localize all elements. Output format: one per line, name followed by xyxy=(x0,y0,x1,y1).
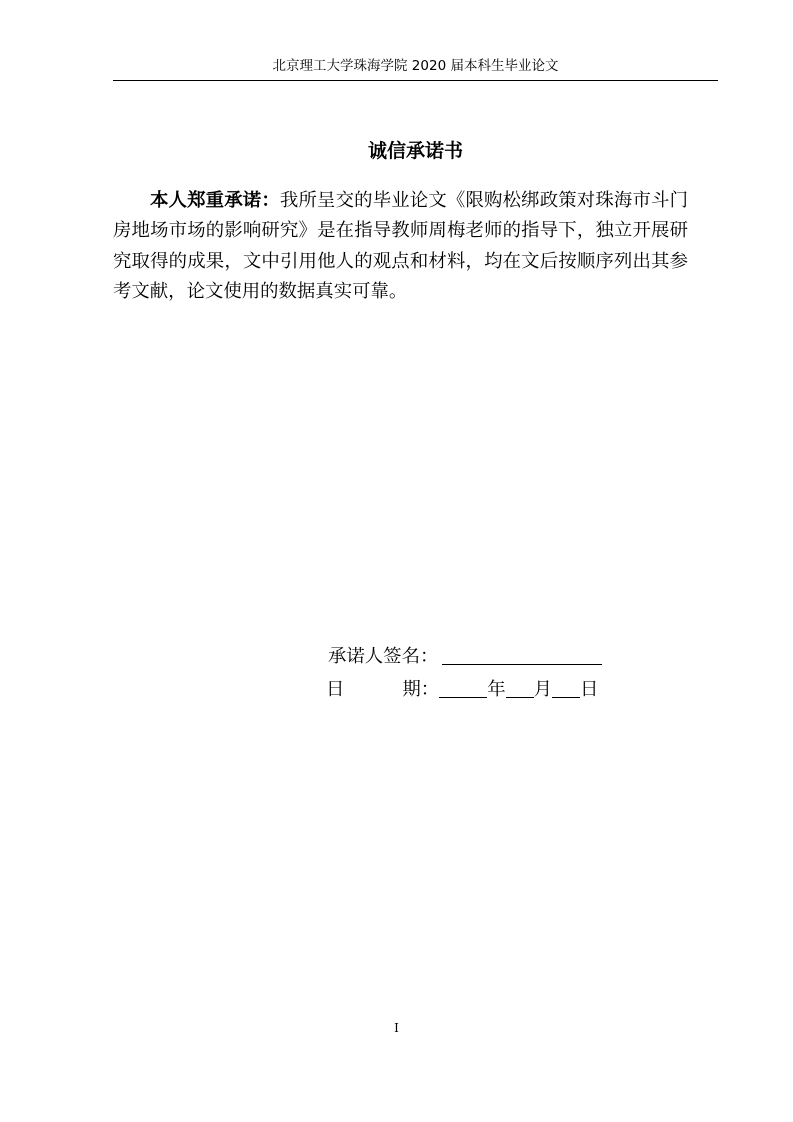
signature-row xyxy=(328,645,602,669)
page-header: 北京理工大学珠海学院 2020 届本科生毕业论文 xyxy=(272,58,559,74)
date-label-char-1: 日 xyxy=(326,679,345,700)
pledge-body: 我所呈交的毕业论文《限购松绑政策对珠海市斗门房地场市场的影响研究》是在指导教师周梅老师的指导下，独立开展研究取得的成果，文中引用他人的观点和材料，均在文后按顺序列出其参考文献，论文使用的数据真实可靠。 xyxy=(113,190,688,302)
date-label-char-2: 期： xyxy=(402,679,440,700)
day-line[interactable] xyxy=(552,679,580,698)
page-number: I xyxy=(394,1021,399,1035)
signature-label: 承诺人签名： xyxy=(328,646,439,667)
date-row xyxy=(326,678,598,702)
year-line[interactable] xyxy=(439,679,487,698)
signature-line[interactable] xyxy=(442,646,602,665)
day-label: 日 xyxy=(580,679,599,700)
month-line[interactable] xyxy=(506,679,534,698)
document-title: 诚信承诺书 xyxy=(367,140,463,162)
month-label: 月 xyxy=(533,679,553,700)
year-label: 年 xyxy=(487,679,506,700)
pledge-paragraph xyxy=(113,186,688,307)
pledge-lead: 本人郑重承诺： xyxy=(150,190,280,211)
header-divider xyxy=(113,80,718,81)
